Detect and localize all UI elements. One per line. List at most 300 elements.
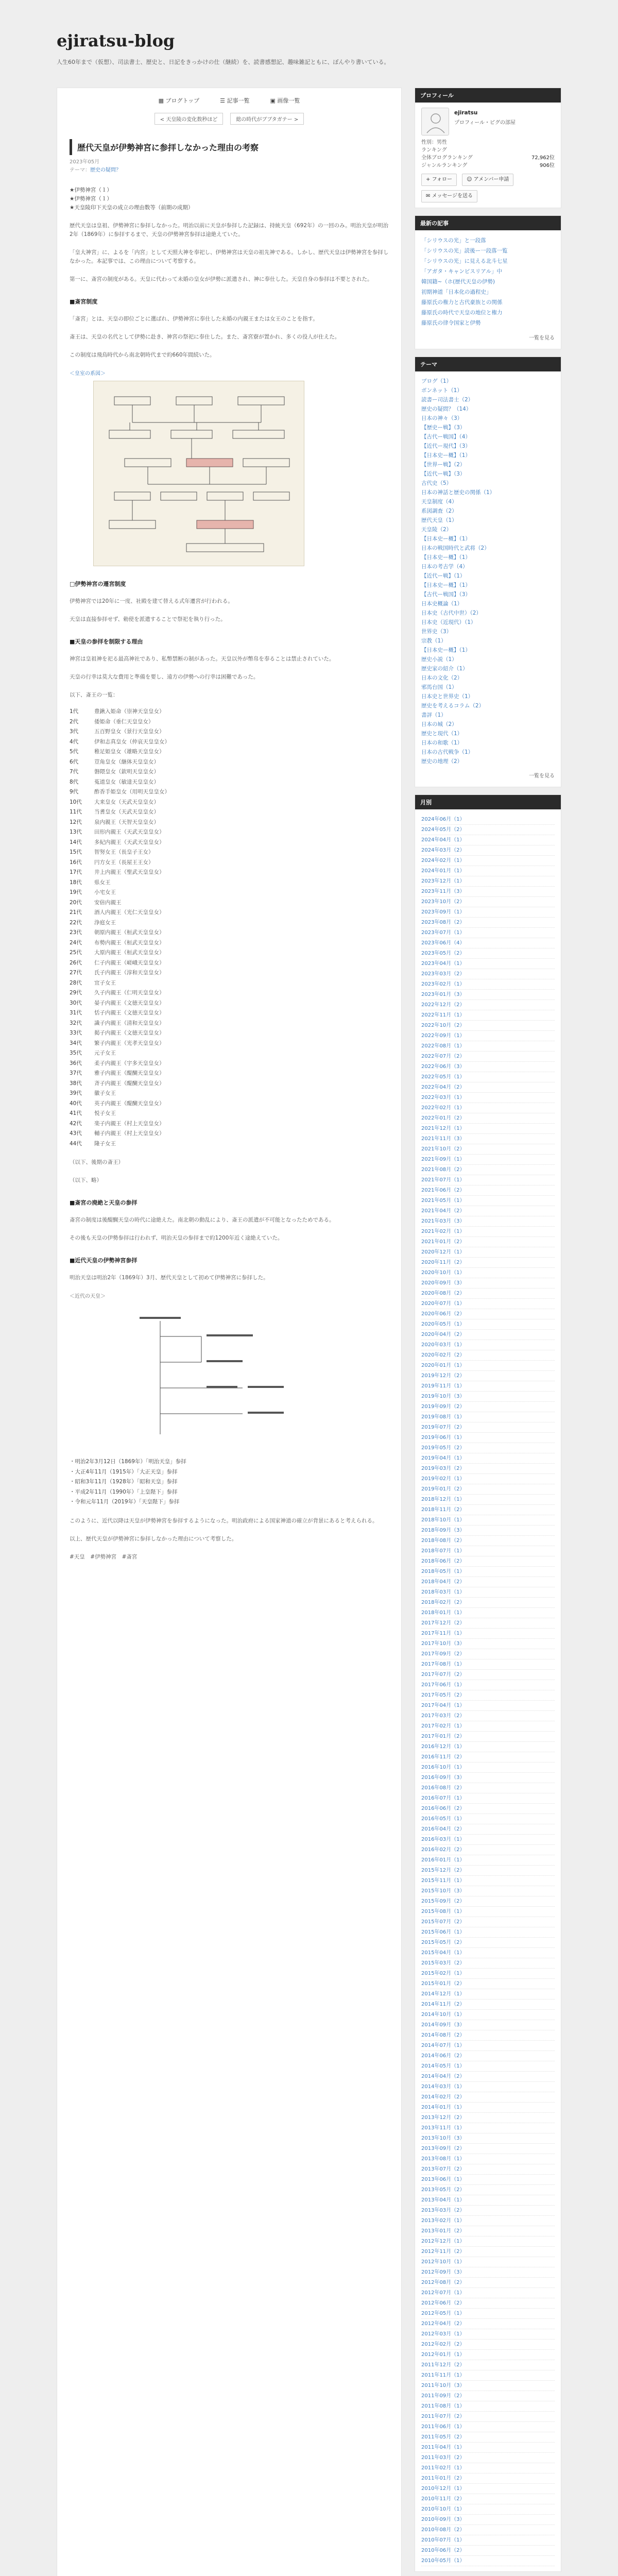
theme-link[interactable]: 日本の神話と歴史の関係（1） xyxy=(421,489,495,496)
theme-link[interactable]: 歴史を考えるコラム（2） xyxy=(421,703,485,709)
archive-month-link[interactable]: 2013年05月（2） xyxy=(421,2187,465,2193)
follow-button[interactable]: + フォロー xyxy=(421,174,457,186)
theme-link[interactable]: 日本の戦国時代と武将（2） xyxy=(421,545,490,551)
archive-month-link[interactable]: 2021年09月（1） xyxy=(421,1157,465,1162)
archive-month-link[interactable]: 2016年04月（2） xyxy=(421,1826,465,1832)
saiou-name: 井上内親王（聖武天皇皇女） xyxy=(94,869,165,875)
archive-month-link[interactable]: 2011年10月（3） xyxy=(421,2383,465,2388)
paragraph: 斎宮の制度は後醍醐天皇の時代に途絶えた。南北朝の動乱により、斎王の派遣が不可能となったためである。 xyxy=(70,1217,335,1223)
archive-month-link[interactable]: 2011年04月（1） xyxy=(421,2445,465,2450)
archive-month-link[interactable]: 2023年12月（1） xyxy=(421,878,465,884)
theme-link[interactable]: 系図調査（2） xyxy=(421,508,457,514)
theme-link[interactable]: 日本史概論（1） xyxy=(421,601,463,607)
archive-month-link[interactable]: 2010年11月（2） xyxy=(421,2496,465,2502)
archive-month-link[interactable]: 2018年07月（1） xyxy=(421,1548,465,1554)
archive-month-link[interactable]: 2010年05月（1） xyxy=(421,2558,465,2564)
archive-month-link[interactable]: 2011年01月（2） xyxy=(421,2476,465,2481)
archive-month-link[interactable]: 2016年09月（3） xyxy=(421,1775,465,1781)
recent-entry-link[interactable]: 「シリウスの光」に見える北斗七星 xyxy=(421,258,508,264)
archive-row xyxy=(421,948,555,959)
archive-row xyxy=(421,1907,555,1917)
archive-month-link[interactable]: 2019年12月（2） xyxy=(421,1373,465,1379)
saiou-name: 雅子内親王（醍醐天皇皇女） xyxy=(94,1070,165,1076)
archive-month-link[interactable]: 2015年08月（1） xyxy=(421,1909,465,1914)
archive-month-link[interactable]: 2012年12月（1） xyxy=(421,2239,465,2244)
archive-month-link[interactable]: 2016年12月（1） xyxy=(421,1744,465,1750)
theme-link[interactable]: 宗教（1） xyxy=(421,638,447,644)
theme-link[interactable]: 邪馬台国（1） xyxy=(421,684,457,690)
archive-month-link[interactable]: 2020年05月（1） xyxy=(421,1321,465,1327)
archive-month-link[interactable]: 2024年03月（2） xyxy=(421,848,465,853)
archive-month-link[interactable]: 2023年09月（1） xyxy=(421,909,465,915)
archive-row xyxy=(421,1958,555,1969)
blog-title[interactable]: ejiratsu-blog xyxy=(57,31,175,50)
recent-entry-link[interactable]: 「シリウスの光」読後ー一段落一覧 xyxy=(421,248,508,254)
archive-month-link[interactable]: 2017年01月（2） xyxy=(421,1734,465,1739)
archive-month-link[interactable]: 2017年11月（1） xyxy=(421,1631,465,1636)
archive-month-link[interactable]: 2012年05月（1） xyxy=(421,2311,465,2316)
archive-month-link[interactable]: 2016年11月（2） xyxy=(421,1754,465,1760)
message-button[interactable]: ✉ メッセージを送る xyxy=(421,190,477,202)
archive-row xyxy=(421,1155,555,1165)
saiou-name: 柔子内親王（宇多天皇皇女） xyxy=(94,1060,165,1066)
archive-month-link[interactable]: 2020年07月（1） xyxy=(421,1301,465,1307)
entry-tags[interactable]: #天皇 #伊勢神宮 #斎宮 xyxy=(70,1553,138,1560)
archive-month-link[interactable]: 2011年05月（2） xyxy=(421,2434,465,2440)
theme-link[interactable]: 日本史（近現代）（1） xyxy=(421,619,476,625)
recent-entry-link[interactable]: 初期神道「日本化の過程史」 xyxy=(421,289,492,295)
archive-month-link[interactable]: 2024年04月（1） xyxy=(421,837,465,843)
archive-month-link[interactable]: 2024年02月（1） xyxy=(421,858,465,863)
archive-month-link[interactable]: 2022年01月（2） xyxy=(421,1115,465,1121)
archive-month-link[interactable]: 2020年11月（2） xyxy=(421,1260,465,1265)
theme-link[interactable]: 歴史の地理（2） xyxy=(421,758,463,765)
archive-month-link[interactable]: 2013年06月（1） xyxy=(421,2177,465,2182)
archive-row xyxy=(421,1587,555,1598)
archive-month-link[interactable]: 2018年04月（2） xyxy=(421,1579,465,1585)
archive-month-link[interactable]: 2010年07月（1） xyxy=(421,2537,465,2543)
saiou-name: 酒人内親王（光仁天皇皇女） xyxy=(94,909,165,916)
archive-month-link[interactable]: 2021年11月（3） xyxy=(421,1136,465,1142)
archive-month-link[interactable]: 2021年06月（2） xyxy=(421,1188,465,1193)
theme-link[interactable]: 【日本史ー概】（1） xyxy=(421,582,471,588)
archive-row xyxy=(421,1010,555,1021)
archive-month-link[interactable]: 2011年07月（2） xyxy=(421,2414,465,2419)
archive-month-link[interactable]: 2017年10月（3） xyxy=(421,1641,465,1647)
saiou-index: 6代 xyxy=(70,758,79,765)
image-list-link[interactable]: ▣ 画像一覧 xyxy=(270,97,300,104)
closing-paragraph: このように、近代以降は天皇が伊勢神宮を参拝するようになった。明治政府による国家神道の確立が背景にあると考えられる。 xyxy=(70,1517,378,1524)
theme-link[interactable]: 日本の神々（3） xyxy=(421,415,463,421)
sex-value: 男性 xyxy=(437,140,447,145)
archive-month-link[interactable]: 2015年03月（2） xyxy=(421,1960,465,1966)
blog-header xyxy=(0,0,618,88)
figure-caption-link[interactable]: ＜皇室の系図＞ xyxy=(70,371,106,377)
archive-month-link[interactable]: 2017年06月（1） xyxy=(421,1682,465,1688)
archive-month-link[interactable]: 2018年06月（2） xyxy=(421,1558,465,1564)
archive-month-link[interactable]: 2019年04月（1） xyxy=(421,1455,465,1461)
archive-month-link[interactable]: 2011年03月（2） xyxy=(421,2455,465,2461)
archive-month-link[interactable]: 2020年12月（1） xyxy=(421,1249,465,1255)
archive-month-link[interactable]: 2017年08月（1） xyxy=(421,1662,465,1667)
archive-row xyxy=(421,1227,555,1237)
archive-row xyxy=(421,1855,555,1866)
archive-month-link[interactable]: 2017年04月（1） xyxy=(421,1703,465,1708)
theme-link[interactable]: 古代史（5） xyxy=(421,480,452,486)
archive-month-link[interactable]: 2011年02月（1） xyxy=(421,2465,465,2471)
theme-link[interactable]: 【古代ー戦国】（3） xyxy=(421,591,471,598)
archive-month-link[interactable]: 2016年01月（1） xyxy=(421,1857,465,1863)
archive-month-link[interactable]: 2020年08月（2） xyxy=(421,1291,465,1296)
archive-month-link[interactable]: 2021年07月（1） xyxy=(421,1177,465,1183)
archive-month-link[interactable]: 2010年10月（1） xyxy=(421,2506,465,2512)
archive-month-link[interactable]: 2010年12月（1） xyxy=(421,2486,465,2492)
theme-link[interactable]: 歴史家の紹介（1） xyxy=(421,666,468,672)
archive-row xyxy=(421,1742,555,1752)
archive-month-link[interactable]: 2018年01月（1） xyxy=(421,1610,465,1616)
archive-month-link[interactable]: 2018年09月（3） xyxy=(421,1528,465,1533)
profile-name[interactable]: ejiratsu xyxy=(454,110,478,116)
archive-row xyxy=(421,1062,555,1072)
archive-month-link[interactable]: 2011年08月（1） xyxy=(421,2403,465,2409)
next-entry-link[interactable]: 総の時代がブブタガテー > xyxy=(230,113,304,125)
archive-row xyxy=(421,1206,555,1216)
archive-month-link[interactable]: 2019年01月（2） xyxy=(421,1486,465,1492)
archive-month-link[interactable]: 2023年03月（2） xyxy=(421,971,465,977)
archive-month-link[interactable]: 2014年04月（2） xyxy=(421,2074,465,2079)
theme-link[interactable]: 日本の考古学（4） xyxy=(421,564,468,570)
archive-month-link[interactable]: 2012年01月（1） xyxy=(421,2352,465,2358)
archive-month-link[interactable]: 2017年02月（1） xyxy=(421,1723,465,1729)
archive-month-link[interactable]: 2014年09月（3） xyxy=(421,2022,465,2028)
archive-month-link[interactable]: 2016年07月（1） xyxy=(421,1795,465,1801)
theme-link[interactable]: 歴史小説（1） xyxy=(421,656,457,663)
archive-month-link[interactable]: 2015年12月（2） xyxy=(421,1868,465,1873)
archive-month-link[interactable]: 2024年01月（1） xyxy=(421,868,465,874)
recent-entry-link[interactable]: 韓国籍~（ホ(歴代天皇の伊勢) xyxy=(421,279,495,285)
archive-month-link[interactable]: 2018年10月（1） xyxy=(421,1517,465,1523)
archive-month-link[interactable]: 2012年10月（1） xyxy=(421,2259,465,2265)
archive-month-link[interactable]: 2014年12月（1） xyxy=(421,1991,465,1997)
archive-month-link[interactable]: 2020年09月（3） xyxy=(421,1280,465,1286)
archive-month-link[interactable]: 2019年10月（3） xyxy=(421,1394,465,1399)
archive-month-link[interactable]: 2013年09月（2） xyxy=(421,2146,465,2151)
archive-month-link[interactable]: 2019年06月（1） xyxy=(421,1435,465,1440)
family-tree-image[interactable] xyxy=(93,381,304,566)
theme-link[interactable]: 天皇制度（4） xyxy=(421,499,457,505)
archive-month-link[interactable]: 2019年03月（2） xyxy=(421,1466,465,1471)
archive-month-link[interactable]: 2017年05月（2） xyxy=(421,1692,465,1698)
entry-list-link[interactable]: ☰ 記事一覧 xyxy=(220,97,250,104)
theme-link[interactable]: ボンネット（1） xyxy=(421,387,462,394)
archive-month-link[interactable]: 2016年08月（2） xyxy=(421,1785,465,1791)
saiou-name: 円方女王（長屋王王女） xyxy=(94,859,154,866)
archive-month-link[interactable]: 2019年08月（1） xyxy=(421,1414,465,1420)
theme-widget-title: テーマ xyxy=(415,357,561,371)
saiou-index: 41代 xyxy=(70,1110,82,1116)
archive-month-link[interactable]: 2023年06月（4） xyxy=(421,940,465,946)
archive-month-link[interactable]: 2013年07月（2） xyxy=(421,2166,465,2172)
archive-month-link[interactable]: 2021年05月（1） xyxy=(421,1198,465,1204)
archive-month-link[interactable]: 2014年05月（1） xyxy=(421,2063,465,2069)
saiou-name: 多紀内親王（天武天皇皇女） xyxy=(94,839,165,845)
archive-month-link[interactable]: 2015年09月（2） xyxy=(421,1899,465,1904)
archive-month-link[interactable]: 2017年12月（2） xyxy=(421,1620,465,1626)
archive-month-link[interactable]: 2022年10月（2） xyxy=(421,1023,465,1028)
archive-month-link[interactable]: 2015年02月（1） xyxy=(421,1971,465,1976)
archive-row xyxy=(421,1319,555,1330)
archive-month-link[interactable]: 2013年02月（1） xyxy=(421,2218,465,2224)
archive-month-link[interactable]: 2023年08月（2） xyxy=(421,920,465,925)
entry-meta xyxy=(70,158,389,175)
archive-month-link[interactable]: 2011年11月（1） xyxy=(421,2372,465,2378)
archive-row xyxy=(421,1433,555,1443)
archive-month-link[interactable]: 2014年10月（1） xyxy=(421,2012,465,2018)
archive-month-link[interactable]: 2013年08月（1） xyxy=(421,2156,465,2162)
archive-month-link[interactable]: 2019年05月（2） xyxy=(421,1445,465,1451)
archive-month-link[interactable]: 2012年04月（2） xyxy=(421,2321,465,2327)
theme-link[interactable]: 【近代ー戦】（3） xyxy=(421,471,466,477)
archive-month-link[interactable]: 2013年03月（2） xyxy=(421,2208,465,2213)
archive-month-link[interactable]: 2013年01月（2） xyxy=(421,2228,465,2234)
archive-month-link[interactable]: 2018年03月（1） xyxy=(421,1589,465,1595)
archive-month-link[interactable]: 2015年04月（1） xyxy=(421,1950,465,1956)
blog-description: 人生60年まで（仮想）、司法書士、歴史と、日記をきっかけの仕（継続）を、読書感想記、趣味雑記ともに、ぼんやり書いている。 xyxy=(57,59,390,65)
archive-month-link[interactable]: 2015年10月（3） xyxy=(421,1888,465,1894)
recent-entry-link[interactable]: 「シリウスの光」と一段落 xyxy=(421,238,486,244)
archive-month-link[interactable]: 2022年05月（1） xyxy=(421,1074,465,1080)
archive-month-link[interactable]: 2021年08月（2） xyxy=(421,1167,465,1173)
archive-month-link[interactable]: 2020年01月（1） xyxy=(421,1363,465,1368)
archive-month-link[interactable]: 2020年06月（2） xyxy=(421,1311,465,1317)
theme-link[interactable]: 【日本史ー概】（1） xyxy=(421,554,471,561)
archive-month-link[interactable]: 2022年02月（1） xyxy=(421,1105,465,1111)
archive-month-link[interactable]: 2023年10月（2） xyxy=(421,899,465,905)
archive-month-link[interactable]: 2017年07月（2） xyxy=(421,1672,465,1677)
theme-link[interactable]: 読書ー司法書士（2） xyxy=(421,397,474,403)
archive-month-link[interactable]: 2019年11月（1） xyxy=(421,1383,465,1389)
archive-month-link[interactable]: 2023年04月（1） xyxy=(421,961,465,967)
paragraph: 歴代天皇は皇祖、伊勢神宮に参拝しなかった。明治以前に天皇が参拝した記録は、持統天皇（692年）の一回のみ。明治天皇が明治2年（1869年）に参拝するまで、天皇の伊勢神宮参拝は途絶えていた。 xyxy=(70,223,389,238)
archive-month-link[interactable]: 2014年07月（1） xyxy=(421,2043,465,2048)
archive-month-link[interactable]: 2022年03月（1） xyxy=(421,1095,465,1100)
archive-row xyxy=(421,1783,555,1793)
archive-month-link[interactable]: 2010年08月（2） xyxy=(421,2527,465,2533)
saiou-row xyxy=(70,798,389,808)
archive-month-link[interactable]: 2023年11月（3） xyxy=(421,889,465,894)
theme-link[interactable]: 日本の古代戦争（1） xyxy=(421,749,474,755)
saiou-name: 豊鍬入姫命（崇神天皇皇女） xyxy=(94,708,165,715)
archive-month-link[interactable]: 2015年11月（1） xyxy=(421,1878,465,1884)
recent-widget-title: 最新の記事 xyxy=(415,216,561,230)
archive-month-link[interactable]: 2024年06月（1） xyxy=(421,817,465,822)
archive-row xyxy=(421,1814,555,1824)
saiou-list xyxy=(70,707,389,1149)
archive-month-link[interactable]: 2014年01月（1） xyxy=(421,2105,465,2110)
archive-row xyxy=(421,1876,555,1886)
theme-link[interactable]: 書評（1） xyxy=(421,712,447,718)
archive-month-link[interactable]: 2011年09月（2） xyxy=(421,2393,465,2399)
theme-link[interactable]: 【古代ー戦国】（4） xyxy=(421,434,471,440)
archive-month-link[interactable]: 2021年01月（2） xyxy=(421,1239,465,1245)
ameba-follow-button[interactable]: ☺ アメンバー申請 xyxy=(462,174,513,186)
archive-month-link[interactable]: 2018年11月（2） xyxy=(421,1507,465,1513)
archive-month-link[interactable]: 2017年03月（2） xyxy=(421,1713,465,1719)
archive-month-link[interactable]: 2014年02月（2） xyxy=(421,2094,465,2100)
saiou-name: 布勢内親王（桓武天皇皇女） xyxy=(94,939,165,946)
recent-entry-link[interactable]: 藤原氏の権力と古代豪族との関係 xyxy=(421,299,503,306)
archive-month-link[interactable]: 2021年03月（3） xyxy=(421,1218,465,1224)
archive-month-link[interactable]: 2022年09月（1） xyxy=(421,1033,465,1039)
archive-month-link[interactable]: 2020年04月（2） xyxy=(421,1332,465,1337)
archive-row xyxy=(421,2144,555,2154)
theme-link[interactable]: 世界史（3） xyxy=(421,629,452,635)
modern-emperor-tree-image[interactable] xyxy=(129,1306,294,1450)
archive-month-link[interactable]: 2022年07月（2） xyxy=(421,1054,465,1059)
archive-month-link[interactable]: 2022年06月（3） xyxy=(421,1064,465,1070)
saiou-name: 斉子内親王（醍醐天皇皇女） xyxy=(94,1080,165,1087)
archive-month-link[interactable]: 2012年02月（2） xyxy=(421,2342,465,2347)
recent-entry-link[interactable]: 「アガタ・キャンビスリアル」中 xyxy=(421,268,502,275)
archive-row xyxy=(421,2226,555,2236)
archive-month-link[interactable]: 2015年01月（2） xyxy=(421,1981,465,1987)
archive-month-link[interactable]: 2019年09月（2） xyxy=(421,1404,465,1410)
main-article xyxy=(57,88,402,2576)
theme-link[interactable]: 歴史の疑問？（14） xyxy=(421,406,472,412)
archive-month-link[interactable]: 2020年03月（1） xyxy=(421,1342,465,1348)
archive-month-link[interactable]: 2013年10月（3） xyxy=(421,2136,465,2141)
archive-month-link[interactable]: 2014年03月（1） xyxy=(421,2084,465,2090)
archive-month-link[interactable]: 2012年11月（2） xyxy=(421,2249,465,2255)
theme-link[interactable]: 歴代天皇（1） xyxy=(421,517,457,523)
archive-month-link[interactable]: 2013年12月（2） xyxy=(421,2115,465,2121)
archive-month-link[interactable]: 2015年07月（2） xyxy=(421,1919,465,1925)
theme-link[interactable]: 日本史と世界史（1） xyxy=(421,693,474,700)
archive-month-link[interactable]: 2015年05月（2） xyxy=(421,1940,465,1945)
archive-row xyxy=(421,938,555,948)
theme-link[interactable]: 日本の城（2） xyxy=(421,721,457,727)
archive-month-link[interactable]: 2014年08月（2） xyxy=(421,2032,465,2038)
archive-month-link[interactable]: 2010年09月（3） xyxy=(421,2517,465,2522)
theme-link[interactable]: 日本史（古代中世）（2） xyxy=(421,610,482,616)
theme-link[interactable]: ブログ（1） xyxy=(421,378,452,384)
archive-row xyxy=(421,2443,555,2453)
archive-month-link[interactable]: 2016年06月（2） xyxy=(421,1806,465,1811)
archive-month-link[interactable]: 2024年05月（2） xyxy=(421,827,465,833)
theme-link[interactable]: 【近代ー戦】（1） xyxy=(421,573,466,579)
theme-more-link[interactable]: 一覧を見る xyxy=(529,773,555,779)
archive-month-link[interactable]: 2020年10月（1） xyxy=(421,1270,465,1276)
archive-month-link[interactable]: 2018年12月（1） xyxy=(421,1497,465,1502)
recent-entry-link[interactable]: 藤原氏の律令国家と伊勢 xyxy=(421,320,481,326)
theme-link[interactable]: 【日本史ー概】（1） xyxy=(421,452,471,459)
archive-month-link[interactable]: 2023年05月（2） xyxy=(421,951,465,956)
archive-month-link[interactable]: 2022年08月（1） xyxy=(421,1043,465,1049)
archive-month-link[interactable]: 2018年08月（2） xyxy=(421,1538,465,1544)
archive-month-link[interactable]: 2020年02月（2） xyxy=(421,1352,465,1358)
archive-month-link[interactable]: 2021年12月（1） xyxy=(421,1126,465,1131)
archive-month-link[interactable]: 2022年12月（2） xyxy=(421,1002,465,1008)
archive-month-link[interactable]: 2016年02月（2） xyxy=(421,1847,465,1853)
theme-link[interactable]: 【日本史ー概】（1） xyxy=(421,647,471,653)
archive-month-link[interactable]: 2022年11月（1） xyxy=(421,1012,465,1018)
theme-link[interactable]: 天皇陵（2） xyxy=(421,527,452,533)
archive-month-link[interactable]: 2019年07月（2） xyxy=(421,1425,465,1430)
archive-row xyxy=(421,887,555,897)
archive-row xyxy=(421,2525,555,2535)
archive-month-link[interactable]: 2016年03月（1） xyxy=(421,1837,465,1842)
prev-entry-link[interactable]: < 天皇陵の変化数秒ほど xyxy=(154,113,224,125)
archive-month-link[interactable]: 2010年06月（2） xyxy=(421,2548,465,2553)
archive-month-link[interactable]: 2011年12月（2） xyxy=(421,2362,465,2368)
saiou-name: 稚足姫皇女（雄略天皇皇女） xyxy=(94,749,165,755)
saiou-index: 38代 xyxy=(70,1080,82,1087)
archive-month-link[interactable]: 2012年03月（1） xyxy=(421,2331,465,2337)
archive-row xyxy=(421,1536,555,1546)
archive-month-link[interactable]: 2018年05月（1） xyxy=(421,1569,465,1574)
saiou-index: 36代 xyxy=(70,1060,82,1066)
archive-month-link[interactable]: 2012年08月（2） xyxy=(421,2280,465,2285)
theme-link[interactable]: 【歴史ー戦】（3） xyxy=(421,425,466,431)
recent-entry-link[interactable]: 藤原氏の時代で天皇の地位と権力 xyxy=(421,310,503,316)
theme-link[interactable]: 歴史の疑問？ xyxy=(90,167,121,173)
entry-date: 2023年05月 xyxy=(70,159,100,165)
archive-month-link[interactable]: 2021年10月（2） xyxy=(421,1146,465,1152)
saiou-name: 悦子女王 xyxy=(94,1110,116,1116)
archive-month-link[interactable]: 2017年09月（2） xyxy=(421,1651,465,1657)
archive-month-link[interactable]: 2023年01月（3） xyxy=(421,992,465,997)
chronology-item: ・平成2年11月（1990年）「上皇陛下」参拝 xyxy=(70,1488,178,1495)
ranking-heading: ランキング xyxy=(421,147,447,153)
saiou-index: 16代 xyxy=(70,859,82,866)
archive-row xyxy=(421,1845,555,1855)
archive-month-link[interactable]: 2016年10月（1） xyxy=(421,1765,465,1770)
theme-link[interactable]: 【世界ー戦】（2） xyxy=(421,462,466,468)
archive-month-link[interactable]: 2015年06月（1） xyxy=(421,1929,465,1935)
archive-month-link[interactable]: 2023年02月（1） xyxy=(421,981,465,987)
archive-month-link[interactable]: 2013年11月（1） xyxy=(421,2125,465,2131)
archive-month-link[interactable]: 2022年04月（2） xyxy=(421,1084,465,1090)
theme-link[interactable]: 【近代ー現代】（3） xyxy=(421,443,471,449)
blog-top-link[interactable]: ▦ ブログトップ xyxy=(158,97,200,104)
archive-month-link[interactable]: 2023年07月（1） xyxy=(421,930,465,936)
archive-month-link[interactable]: 2013年04月（1） xyxy=(421,2197,465,2203)
archive-month-link[interactable]: 2012年09月（3） xyxy=(421,2269,465,2275)
profile-link[interactable]: プロフィール・ピグの部屋 xyxy=(454,120,516,126)
avatar[interactable] xyxy=(421,108,449,135)
archive-month-link[interactable]: 2018年02月（2） xyxy=(421,1600,465,1605)
saiou-name: 隆子女王 xyxy=(94,1140,116,1147)
theme-link[interactable]: 【日本史ー概】（1） xyxy=(421,536,471,542)
archive-month-link[interactable]: 2021年04月（2） xyxy=(421,1208,465,1214)
archive-month-link[interactable]: 2012年07月（1） xyxy=(421,2290,465,2296)
archive-month-link[interactable]: 2014年11月（2） xyxy=(421,2002,465,2007)
recent-more-link[interactable]: 一覧を見る xyxy=(529,335,555,341)
archive-row xyxy=(421,866,555,876)
theme-link[interactable]: 歴史と現代（1） xyxy=(421,731,463,737)
archive-month-link[interactable]: 2012年06月（2） xyxy=(421,2300,465,2306)
theme-link[interactable]: 日本の文化（2） xyxy=(421,675,463,681)
figure-caption xyxy=(70,369,389,377)
archive-month-link[interactable]: 2011年06月（1） xyxy=(421,2424,465,2430)
archive-row xyxy=(421,2504,555,2515)
archive-month-link[interactable]: 2019年02月（1） xyxy=(421,1476,465,1482)
theme-link[interactable]: 日本の和歌（1） xyxy=(421,740,463,746)
archive-month-link[interactable]: 2021年02月（1） xyxy=(421,1229,465,1234)
archive-month-link[interactable]: 2016年05月（1） xyxy=(421,1816,465,1822)
archive-month-link[interactable]: 2014年06月（2） xyxy=(421,2053,465,2059)
saiou-index: 39代 xyxy=(70,1090,82,1096)
